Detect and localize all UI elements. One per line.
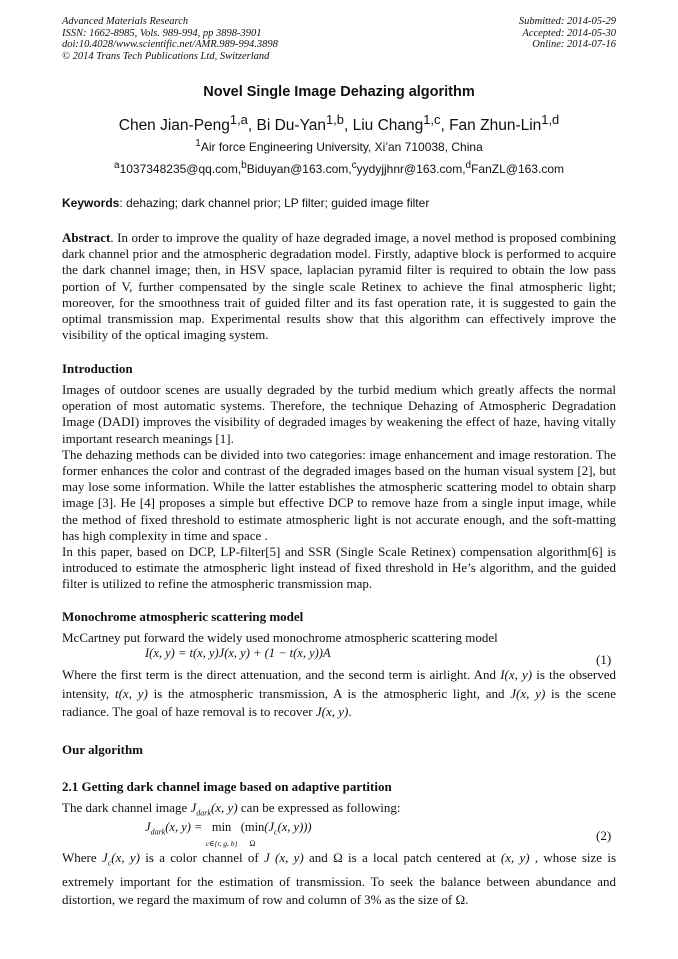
- header-left: [62, 16, 278, 62]
- author-sup: 1,d: [541, 112, 560, 127]
- author-name: Chen Jian-Peng: [118, 117, 230, 135]
- submitted-date: Submitted: 2014-05-29: [518, 16, 616, 27]
- author-name: Bi Du-Yan: [256, 117, 326, 135]
- email-address: 1037348235@qq.com,: [119, 162, 242, 176]
- author-sup: 1,c: [423, 112, 441, 127]
- section-heading-monochrome: Monochrome atmospheric scattering model: [62, 609, 304, 624]
- affiliation: $^1$Air force Engineering University, Xi’an 710038, China: [195, 138, 483, 154]
- copyright-line: © 2014 Trans Tech Publications Ltd, Switzerland: [62, 50, 270, 62]
- paragraph: McCartney put forward the widely used monochrome atmospheric scattering model: [62, 630, 498, 645]
- math-inline: t(x, y): [114, 685, 148, 701]
- page-header: [62, 16, 616, 62]
- author-list: Chen Jian-Peng$^{1,a}$, Bi Du-Yan$^{1,b}$, Liu Chang$^{1,c}$, Fan Zhun-Lin$^{1,d}$: [118, 112, 560, 135]
- paper-title: Novel Single Image Dehazing algorithm: [203, 84, 475, 100]
- paragraph: The dark channel image $J_{dark}(x$, y) can be expressed as following:: [62, 800, 401, 818]
- equation-number: (2): [596, 828, 612, 843]
- introduction-body: [62, 382, 616, 593]
- doi-line: doi:10.4028/www.scientific.net/AMR.989-994.3898: [62, 39, 278, 50]
- paragraph: In this paper, based on DCP, LP-filter[5] and SSR (Single Scale Retinex) compensation algorithm[6] is introduced to estimate the atmospheric light instead of fixed threshold in He’s algorithm, and the guided filter is utilized to refine the atmospheric transmission map.: [62, 544, 616, 592]
- subsection-heading: 2.1 Getting dark channel image based on adaptive partition: [62, 779, 392, 794]
- paragraph: Where the first term is the direct attenuation, and the second term is airlight. And I(x, y) is the observed intensity, t(x, y) is the atmospheric transmission, A is the atmospheric light, and J(x, y) is the scene radiance. The goal of haze removal is to recover J(x, y).: [62, 667, 617, 719]
- accepted-date: Accepted: 2014-05-30: [522, 27, 616, 39]
- abstract-label: Abstract: [62, 230, 111, 245]
- equation-2: $J_{dark}(x$, y) = min c∈{r, g, b} (min $\Omega(J_c(x$, y))): [145, 820, 312, 848]
- math-inline: J(x, y): [510, 685, 546, 701]
- email-address: Biduyan@163.com,: [246, 162, 352, 176]
- equation-1: I(x, y) = t(x, y)J(x, y) + (1 − t(x, y))A: [145, 646, 331, 660]
- math-inline: J(x, y): [315, 704, 349, 719]
- keywords-label: Keywords: [62, 196, 120, 210]
- header-right: [519, 16, 616, 51]
- math-inline: I(x, y): [500, 667, 533, 682]
- paragraph: Where $J_c(x$, y) is a color channel of J (x, y) and Ω is a local patch centered at (x, y) , whose size is extremely important for the estimation of transmission. To seek the balance between abundance and distortion, we regard the maximum of row and column of 3% as the size of Ω.: [62, 850, 617, 907]
- email-address: FanZL@163.com: [471, 162, 564, 176]
- paragraph: Images of outdoor scenes are usually degraded by the turbid medium which greatly affects the normal operation of most automatic systems. Therefore, the technique Dehazing of Atmospheric Degradation Image (DADI) improves the visibility of degraded images by weakening the effect of haze, having vitally important research meanings [1].: [62, 382, 616, 446]
- author-sup: 1,a: [229, 112, 248, 127]
- author-name: Fan Zhun-Lin: [449, 117, 542, 135]
- equation-number: (1): [596, 652, 612, 667]
- email-list: $^a$1037348235@qq.com,$^b$Biduyan@163.com,$^c$yydyjjhnr@163.com,$^d$FanZL@163.com: [114, 160, 564, 176]
- online-date: Online: 2014-07-16: [532, 39, 616, 50]
- abstract: Abstract. In order to improve the quality of haze degraded image, a novel method is proposed combining dark channel prior and the atmospheric degradation model. Firstly, adaptive block is performed to acquire the dark channel image; then, in HSV space, laplacian pyramid filter is required to obtain the low pass portion of V, further compensated by the single scale Retinex to achieve the final atmospheric light; moreover, for the smoothness trait of guided filter and its fast operation rate, it is suggested to gain the optimal transmission map. Experimental results show that this algorithm can effectively improve the visibility of the optical imaging system.: [62, 230, 616, 343]
- author-name: Liu Chang: [352, 117, 424, 135]
- issn-line: ISSN: 1662-8985, Vols. 989-994, pp 3898-3901: [62, 27, 262, 39]
- journal-name: Advanced Materials Research: [62, 16, 189, 27]
- paragraph: The dehazing methods can be divided into two categories: image enhancement and image restoration. The former enhances the color and contrast of the degraded images based on the human visual system [2], but may lose some information. While the latter establishes the atmospheric scattering model to obtain sharp image [3]. He [4] proposes a simple but effective DCP to remove haze from a single input image, while the method of fixed threshold to estimate atmospheric light is not accurate enough, and the soft-matting has high complexity in time and space .: [62, 446, 616, 543]
- author-sup: 1,b: [326, 112, 344, 127]
- keywords: Keywords: dehazing; dark channel prior; LP filter; guided image filter: [62, 196, 430, 210]
- email-address: yydyjjhnr@163.com,: [356, 162, 466, 176]
- section-heading-introduction: Introduction: [62, 361, 133, 376]
- section-heading-our-algorithm: Our algorithm: [62, 742, 144, 757]
